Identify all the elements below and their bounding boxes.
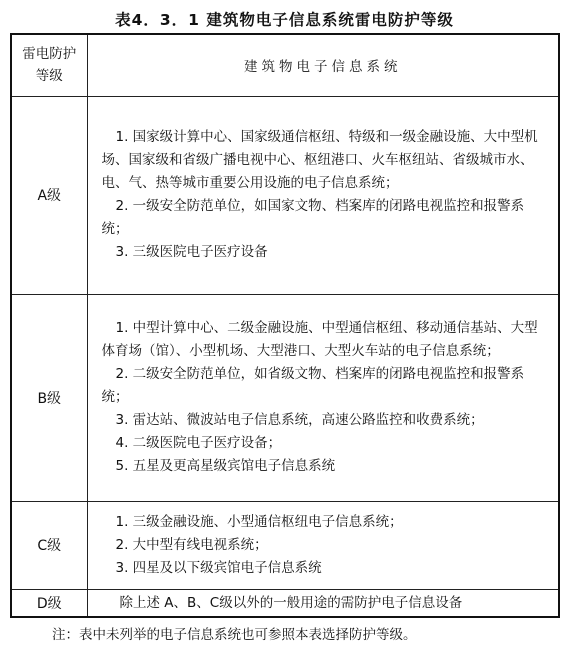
level-cell-c: C级 bbox=[11, 501, 87, 589]
table-title: 表4．3．1 建筑物电子信息系统雷电防护等级 bbox=[115, 11, 454, 29]
list-item: 除上述 A、B、C级以外的一般用途的需防护电子信息设备 bbox=[119, 594, 463, 611]
header-level-line2: 等级 bbox=[35, 68, 63, 85]
list-item: 3. 雷达站、微波站电子信息系统，高速公路监控和收费系统； bbox=[115, 412, 484, 428]
level-cell-d: D级 bbox=[11, 589, 87, 617]
table-row-a bbox=[11, 96, 559, 294]
list-item: 2. 二级安全防范单位，如省级文物、档案库的闭路电视监控和报警系统； bbox=[101, 366, 525, 405]
table-header-row bbox=[11, 34, 559, 96]
system-cell-d bbox=[87, 589, 559, 617]
list-item: 1. 三级金融设施、小型通信枢纽电子信息系统； bbox=[115, 513, 403, 530]
list-item: 3. 四星及以下级宾馆电子信息系统 bbox=[115, 559, 322, 576]
level-cell-b: B级 bbox=[11, 294, 87, 501]
header-level-cell bbox=[11, 34, 87, 96]
list-item: 1. 国家级计算中心、国家级通信枢纽、特级和一级金融设施、大中型机场、国家级和省级广播电视中心、枢纽港口、火车枢纽站、省级城市水、电、气、热等城市重要公用设施的电子信息系统； bbox=[101, 129, 538, 191]
protection-level-table bbox=[10, 33, 560, 618]
list-item: 2. 大中型有线电视系统； bbox=[115, 536, 268, 553]
header-system-cell: 建筑物电子信息系统 bbox=[87, 34, 559, 96]
table-row-b bbox=[11, 294, 559, 501]
system-cell-b bbox=[87, 294, 559, 501]
table-row-d bbox=[11, 589, 559, 617]
table-note: 注：表中未列举的电子信息系统也可参照本表选择防护等级。 bbox=[52, 627, 417, 643]
table-row-c bbox=[11, 501, 559, 589]
header-level-line1: 雷电防护 bbox=[22, 46, 77, 63]
list-item: 2. 一级安全防范单位，如国家文物、档案库的闭路电视监控和报警系统； bbox=[101, 198, 525, 237]
level-cell-a: A级 bbox=[11, 96, 87, 294]
system-cell-c bbox=[87, 501, 559, 589]
system-cell-a bbox=[87, 96, 559, 294]
list-item: 5. 五星及更高星级宾馆电子信息系统 bbox=[115, 458, 336, 474]
list-item: 4. 二级医院电子医疗设备； bbox=[115, 435, 282, 451]
list-item: 3. 三级医院电子医疗设备 bbox=[115, 244, 268, 260]
list-item: 1. 中型计算中心、二级金融设施、中型通信枢纽、移动通信基站、大型体育场（馆）、小型机场、大型港口、大型火车站的电子信息系统； bbox=[101, 320, 538, 359]
